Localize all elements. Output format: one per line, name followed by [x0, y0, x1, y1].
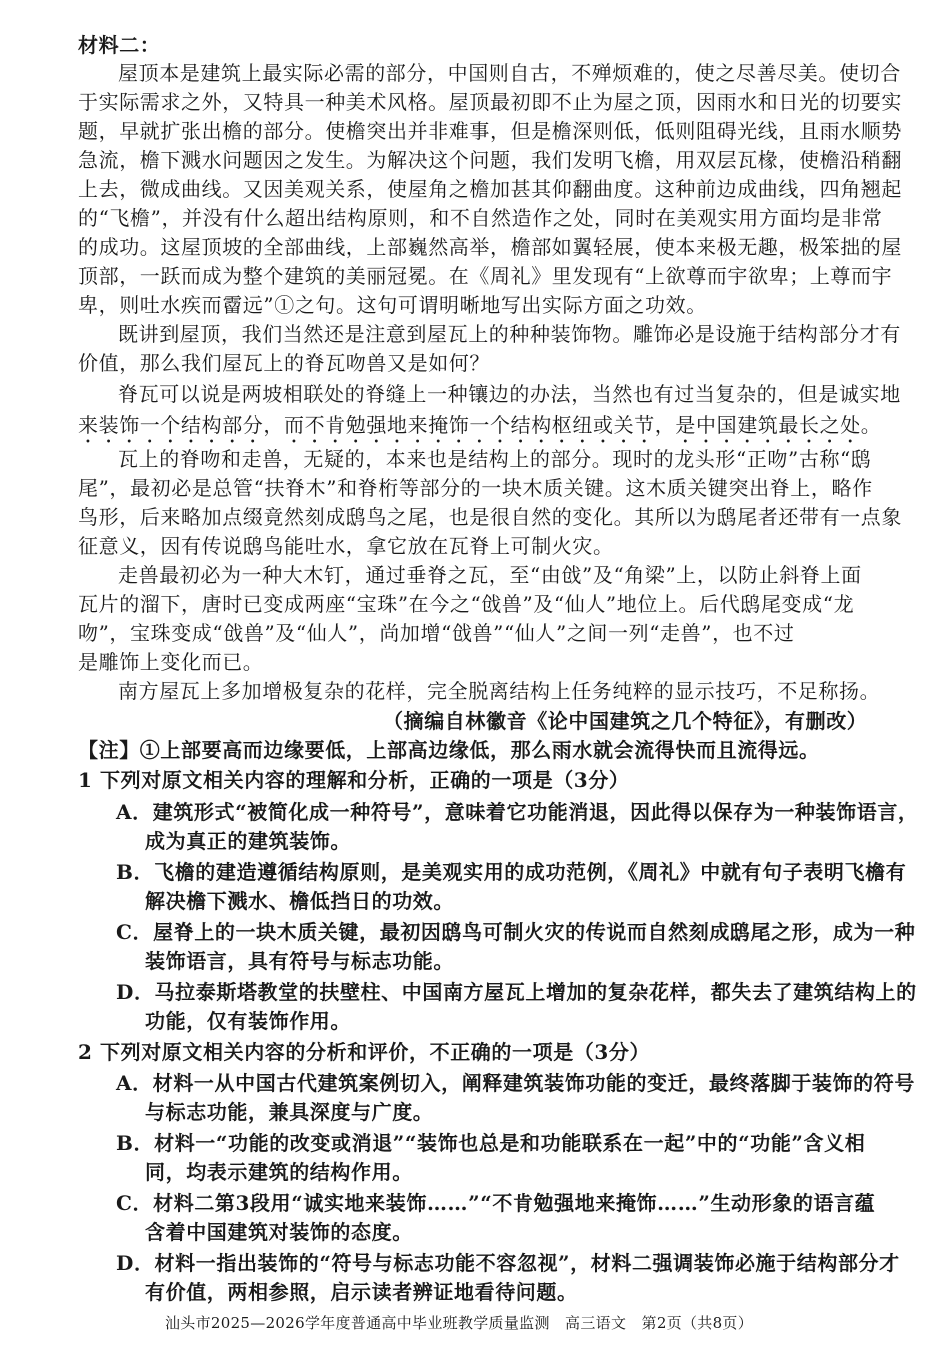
para3-line2: 来装饰一个结构部分，而不肯勉强地来掩饰一个结构枢纽或关节，是中国建筑最长之处。: [78, 413, 882, 437]
para1-line5: 上去，微成曲线。又因美观关系，使屋角之檐加甚其仰翻曲度。这种前边成曲线，四角翘起: [78, 177, 902, 201]
para4-line4: 征意义，因有传说鸱鸟能吐水，拿它放在瓦脊上可制火灾。: [78, 534, 614, 558]
question-2-stem: 下列对原文相关内容的分析和评价，不正确的一项是（3分）: [100, 1040, 651, 1064]
para6-line1: 南方屋瓦上多加增极复杂的花样，完全脱离结构上任务纯粹的显示技巧，不足称扬。: [118, 679, 881, 703]
footnote: 【注】①上部要高而边缘要低，上部高边缘低，那么雨水就会流得快而且流得远。: [78, 738, 820, 762]
q1-option-a-line1: A．建筑形式“被简化成一种符号”，意味着它功能消退，因此得以保存为一种装饰语言，: [116, 800, 919, 824]
para1-line8: 顶部，一跃而成为整个建筑的美丽冠冕。在《周礼》里发现有“上欲尊而宇欲卑；上尊而宇: [78, 264, 893, 288]
para4-line2: 尾”，最初必是总管“扶脊木”和脊桁等部分的一块木质关键。这木质关键突出脊上，略作: [78, 476, 873, 500]
q2-option-d-line2: 有价值，两相参照，启示读者辨证地看待问题。: [145, 1280, 578, 1304]
para4-line1: 瓦上的脊吻和走兽，无疑的，本来也是结构上的部分。现时的龙头形“正吻”古称“鸱: [118, 447, 872, 471]
q2-option-d-line1: D．材料一指出装饰的“符号与标志功能不容忽视”，材料二强调装饰必施于结构部分才: [116, 1251, 900, 1275]
para1-line2: 于实际需求之外，又特具一种美术风格。屋顶最初即不止为屋之顶，因雨水和日光的切要实: [78, 90, 902, 114]
q2-option-b-line1: B．材料一“功能的改变或消退”“装饰也总是和功能联系在一起”中的“功能”含义相: [116, 1131, 866, 1155]
page-footer: 汕头市2025—2026学年度普通高中毕业班教学质量监测 高三语文 第2页（共8页）: [165, 1314, 754, 1332]
para3-line1: 脊瓦可以说是两坡相联处的脊缝上一种镶边的办法，当然也有过当复杂的，但是诚实地: [118, 382, 901, 406]
q2-option-c-line2: 含着中国建筑对装饰的态度。: [145, 1220, 413, 1244]
q2-option-a-line1: A．材料一从中国古代建筑案例切入，阐释建筑装饰功能的变迁，最终落脚于装饰的符号: [116, 1071, 915, 1095]
q2-option-a-line2: 与标志功能，兼具深度与广度。: [145, 1100, 434, 1124]
para1-line6: 的“飞檐”，并没有什么超出结构原则，和不自然造作之处，同时在美观实用方面均是非常: [78, 206, 883, 230]
para5-line1: 走兽最初必为一种大木钉，通过垂脊之瓦，至“由戗”及“角梁”上，以防止斜脊上面: [118, 563, 862, 587]
q1-option-d-line1: D．马拉泰斯塔教堂的扶壁柱、中国南方屋瓦上增加的复杂花样，都失去了建筑结构上的: [116, 980, 917, 1004]
q1-option-c-line2: 装饰语言，具有符号与标志功能。: [145, 949, 454, 973]
para5-line3: 吻”，宝珠变成“戗兽”及“仙人”，尚加增“戗兽”“仙人”之间一列“走兽”，也不过: [78, 621, 795, 645]
question-number: 2: [78, 1040, 93, 1064]
q1-option-a-line2: 成为真正的建筑装饰。: [145, 829, 351, 853]
para2-line1: 既讲到屋顶，我们当然还是注意到屋瓦上的种种装饰物。雕饰必是设施于结构部分才有: [118, 322, 901, 346]
para5-line2: 瓦片的溜下，唐时已变成两座“宝珠”在今之“戗兽”及“仙人”地位上。后代鸱尾变成“龙: [78, 592, 855, 616]
q1-option-b-line1: B．飞檐的建造遵循结构原则，是美观实用的成功范例，《周礼》中就有句子表明飞檐有: [116, 860, 907, 884]
question-number: 1: [78, 768, 93, 792]
material-title: 材料二：: [78, 33, 161, 57]
para1-line4: 急流，檐下溅水问题因之发生。为解决这个问题，我们发明飞檐，用双层瓦椽，使檐沿稍翻: [78, 148, 902, 172]
para1-line3: 题，早就扩张出檐的部分。使檐突出并非难事，但是檐深则低，低则阻碍光线，且雨水顺势: [78, 119, 902, 143]
para1-line7: 的成功。这屋顶坡的全部曲线，上部巍然高举，檐部如翼轻展，使本来极无趣，极笨拙的屋: [78, 235, 902, 259]
para1-line1: 屋顶本是建筑上最实际必需的部分，中国则自古，不殚烦难的，使之尽善尽美。使切合: [118, 61, 901, 85]
q1-option-c-line1: C．屋脊上的一块木质关键，最初因鸱鸟可制火灾的传说而自然刻成鸱尾之形，成为一种: [116, 920, 916, 944]
q1-option-d-line2: 功能，仅有装饰作用。: [145, 1009, 351, 1033]
question-1-stem: 下列对原文相关内容的理解和分析，正确的一项是（3分）: [100, 768, 630, 792]
q2-option-b-line2: 同，均表示建筑的结构作用。: [145, 1160, 413, 1184]
q1-option-b-line2: 解决檐下溅水、檐低挡日的功效。: [145, 889, 454, 913]
para4-line3: 鸟形，后来略加点缀竟然刻成鸱鸟之尾，也是很自然的变化。其所以为鸱尾者还带有一点象: [78, 505, 902, 529]
q2-option-c-line1: C．材料二第3段用“诚实地来装饰……”“不肯勉强地来掩饰……”生动形象的语言蕴: [116, 1191, 876, 1215]
para5-line4: 是雕饰上变化而已。: [78, 650, 264, 674]
para2-line2: 价值，那么我们屋瓦上的脊瓦吻兽又是如何？: [78, 351, 490, 375]
source-citation: （摘编自林徽音《论中国建筑之几个特征》，有删改）: [383, 709, 868, 733]
para1-line9: 卑，则吐水疾而霤远”①之句。这句可谓明晰地写出实际方面之功效。: [78, 293, 707, 317]
